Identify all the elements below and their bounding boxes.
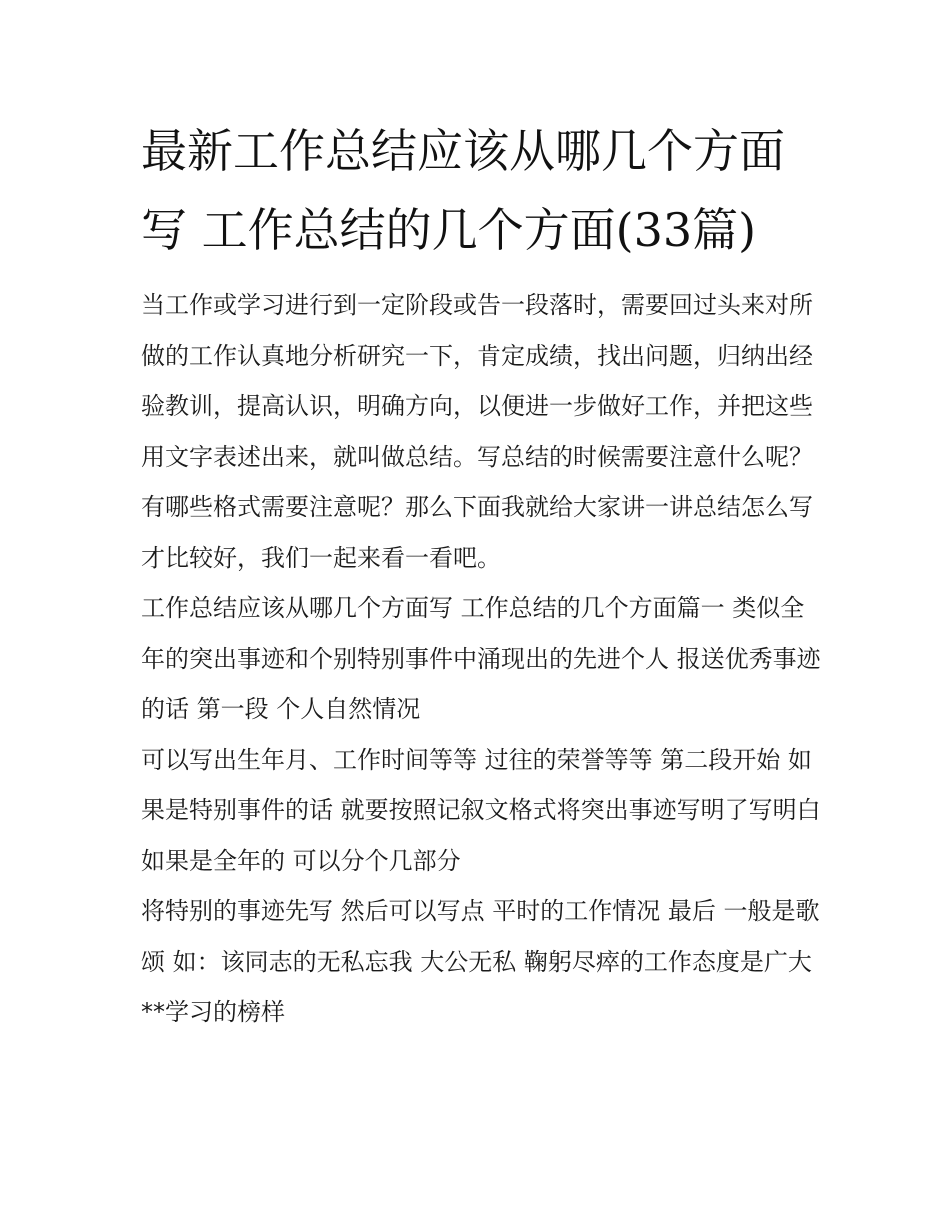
paragraph-intro: 当工作或学习进行到一定阶段或告一段落时，需要回过头来对所做的工作认真地分析研究一下，肯定成绩，找出问题，归纳出经验教训，提高认识，明确方向，以便进一步做好工作，并把这些用文字表述出来，就叫做总结。写总结的时候需要注意什么呢？有哪些格式需要注意呢？那么下面我就给大家讲一讲总结怎么写才比较好，我们一起来看一看吧。	[141, 291, 813, 572]
document-page	[141, 112, 821, 1038]
document-title: 最新工作总结应该从哪几个方面写 工作总结的几个方面(33篇)	[141, 124, 785, 257]
paragraph-section-1: 工作总结应该从哪几个方面写 工作总结的几个方面篇一 类似全年的突出事迹和个别特别事件中涌现出的先进个人 报送优秀事迹的话 第一段 个人自然情况	[141, 594, 821, 723]
paragraph-section-2: 可以写出生年月、工作时间等等 过往的荣誉等等 第二段开始 如果是特别事件的话 就要按照记叙文格式将突出事迹写明了写明白 如果是全年的 可以分个几部分	[141, 745, 821, 875]
paragraph-section-3: 将特别的事迹先写 然后可以写点 平时的工作情况 最后 一般是歌颂 如：该同志的无私忘我 大公无私 鞠躬尽瘁的工作态度是广大**学习的榜样	[141, 897, 820, 1026]
document-body	[141, 280, 821, 1038]
